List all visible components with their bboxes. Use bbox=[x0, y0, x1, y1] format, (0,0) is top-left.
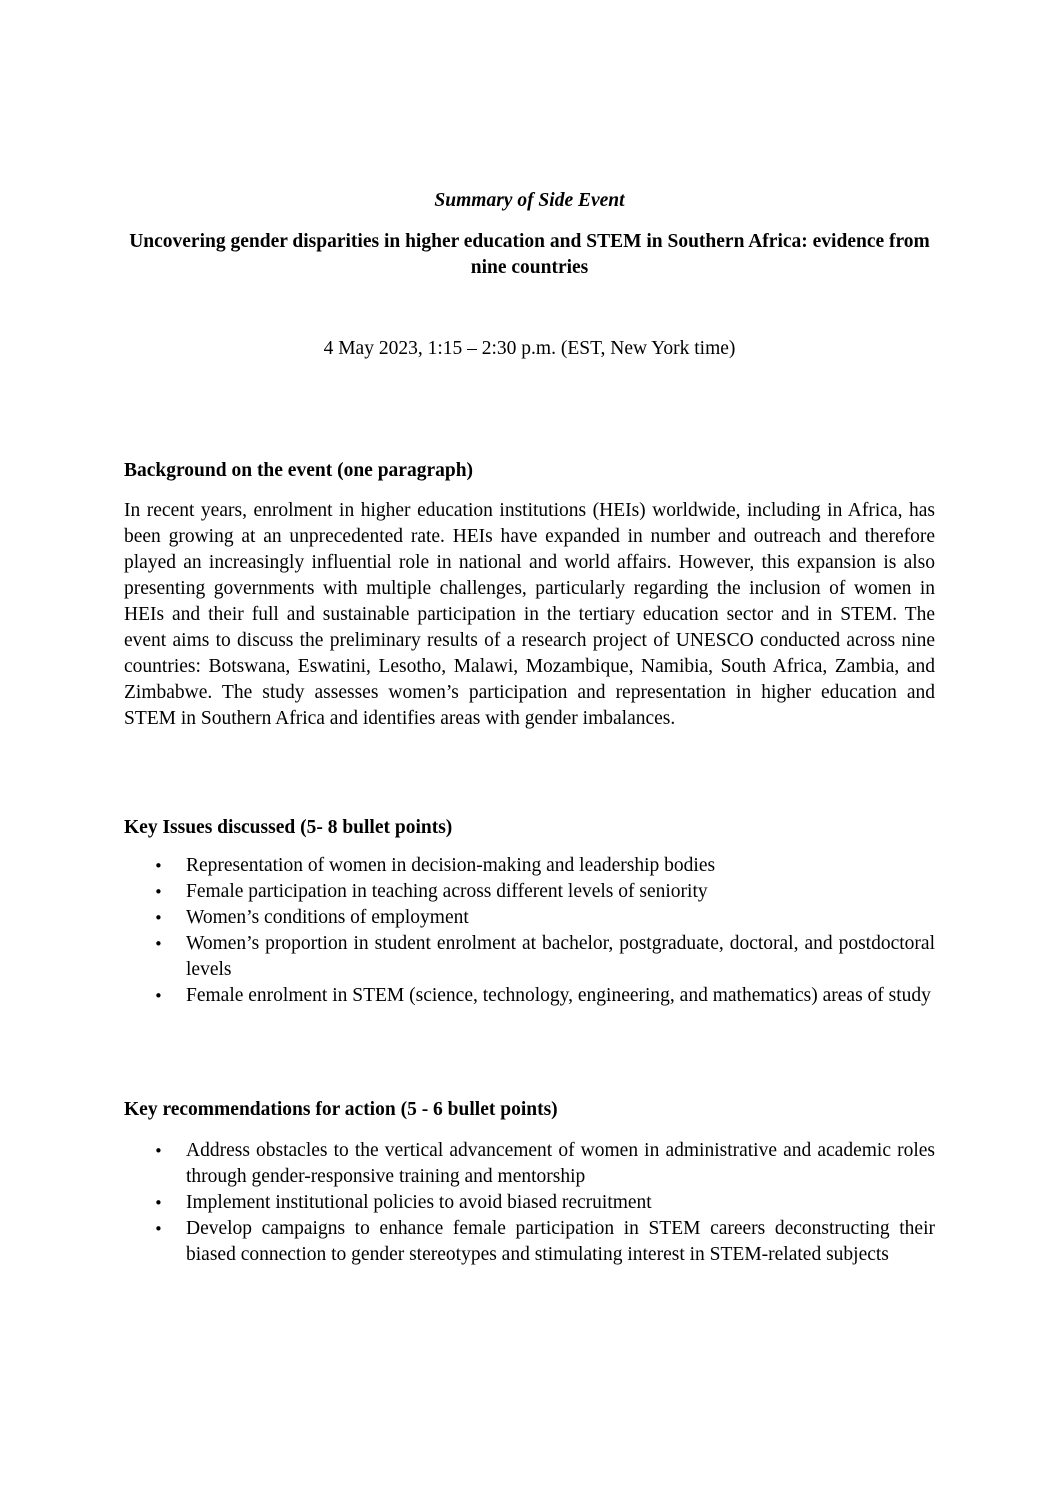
background-paragraph: In recent years, enrolment in higher education institutions (HEIs) worldwide, including in Africa, has been growing at an unprecedented rate. HEIs have expanded in number and outreach and therefore played an increasingly influential role in national and world affairs. However, this expansion is also presenting governments with multiple challenges, particularly regarding the inclusion of women in HEIs and their full and sustainable participation in the tertiary education sector and in STEM. The event aims to discuss the preliminary results of a research project of UNESCO conducted across nine countries: Botswana, Eswatini, Lesotho, Malawi, Mozambique, Namibia, South Africa, Zambia, and Zimbabwe. The study assesses women’s participation and representation in higher education and STEM in Southern Africa and identifies areas with gender imbalances. bbox=[124, 500, 935, 729]
bullet-icon: • bbox=[154, 987, 163, 1005]
bullet-icon: • bbox=[154, 1194, 163, 1212]
recommendations-heading: Key recommendations for action (5 - 6 bullet points) bbox=[124, 1099, 558, 1120]
list-item-text: Develop campaigns to enhance female participation in STEM careers deconstructing their biased connection to gender stereotypes and stimulating interest in STEM-related subjects bbox=[186, 1218, 935, 1265]
key-issues-list bbox=[124, 853, 935, 1009]
list-item-text: Representation of women in decision-making and leadership bodies bbox=[186, 855, 716, 876]
list-item bbox=[124, 905, 935, 931]
list-item bbox=[124, 879, 935, 905]
list-item bbox=[124, 853, 935, 879]
list-item-text: Women’s proportion in student enrolment at bachelor, postgraduate, doctoral, and postdoctoral levels bbox=[186, 933, 935, 980]
key-issues-heading: Key Issues discussed (5- 8 bullet points) bbox=[124, 817, 453, 838]
list-item bbox=[124, 983, 935, 1009]
bullet-icon: • bbox=[154, 857, 163, 875]
bullet-icon: • bbox=[154, 883, 163, 901]
bullet-icon: • bbox=[154, 935, 163, 953]
document-subtitle: Summary of Side Event bbox=[434, 190, 625, 211]
bullet-icon: • bbox=[154, 1142, 163, 1160]
bullet-icon: • bbox=[154, 909, 163, 927]
list-item bbox=[124, 1138, 935, 1190]
bullet-icon: • bbox=[154, 1220, 163, 1238]
list-item-text: Implement institutional policies to avoid biased recruitment bbox=[186, 1192, 652, 1213]
list-item bbox=[124, 931, 935, 983]
list-item bbox=[124, 1190, 935, 1216]
list-item bbox=[124, 1216, 935, 1268]
list-item-text: Women’s conditions of employment bbox=[186, 907, 469, 928]
event-date: 4 May 2023, 1:15 – 2:30 p.m. (EST, New York time) bbox=[323, 338, 736, 359]
list-item-text: Female participation in teaching across different levels of seniority bbox=[186, 881, 708, 902]
document-title: Uncovering gender disparities in higher education and STEM in Southern Africa: evidence from nine countries bbox=[129, 231, 930, 278]
background-heading: Background on the event (one paragraph) bbox=[124, 460, 474, 481]
recommendations-list bbox=[124, 1138, 935, 1268]
list-item-text: Address obstacles to the vertical advancement of women in administrative and academic roles through gender-responsive training and mentorship bbox=[186, 1140, 935, 1187]
list-item-text: Female enrolment in STEM (science, technology, engineering, and mathematics) areas of study bbox=[186, 985, 931, 1006]
